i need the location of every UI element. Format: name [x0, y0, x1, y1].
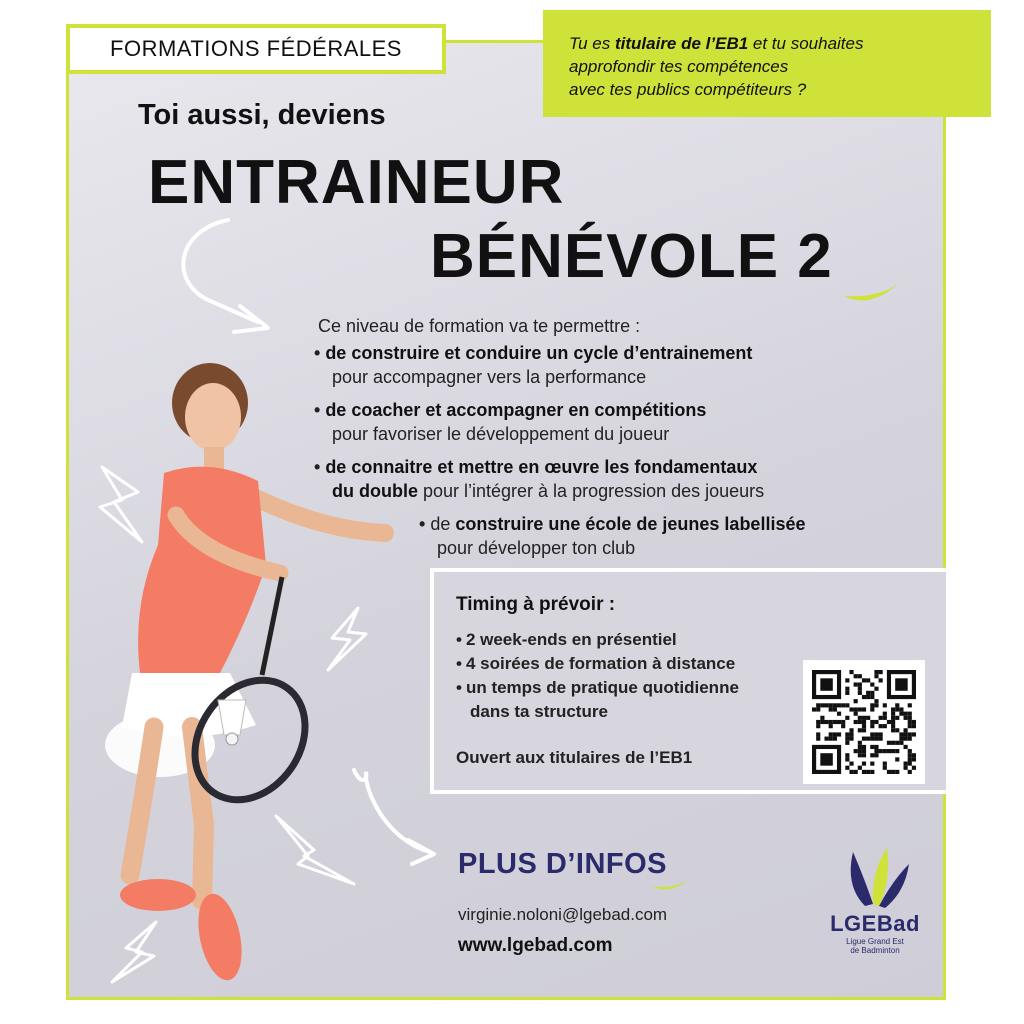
category-tag-label: FORMATIONS FÉDÉRALES — [110, 36, 402, 61]
objectives-list — [314, 341, 934, 569]
list-item: • 2 week-ends en présentiel — [456, 630, 677, 649]
list-item: • un temps de pratique quotidienne dans ta structure — [456, 678, 739, 721]
objectives-lead: Ce niveau de formation va te permettre : — [318, 316, 641, 336]
eligibility-note: Ouvert aux titulaires de l’EB1 — [456, 748, 693, 767]
swoosh-icon — [648, 872, 696, 896]
list-item: • de coacher et accompagner en compétitions pour favoriser le développement du joueur — [314, 400, 707, 444]
intro-line-3: avec tes publics compétiteurs ? — [569, 80, 807, 99]
hero-title-line-1: ENTRAINEUR — [148, 148, 565, 217]
timing-title: Timing à prévoir : — [456, 594, 616, 615]
category-tag — [66, 24, 446, 74]
shuttle-logo-icon — [835, 846, 915, 910]
list-item: • de construire et conduire un cycle d’entrainement pour accompagner vers la performance — [314, 343, 753, 387]
qr-code-icon — [812, 670, 916, 774]
list-item: • de construire une école de jeunes labellisée pour développer ton club — [419, 514, 806, 558]
list-item: • 4 soirées de formation à distance — [456, 654, 736, 673]
swoosh-icon — [838, 276, 908, 312]
logo-name: LGEBad — [830, 911, 920, 936]
contact-email-link[interactable]: virginie.noloni@lgebad.com — [458, 905, 668, 924]
qr-code[interactable] — [803, 660, 925, 784]
website-link[interactable]: www.lgebad.com — [458, 935, 613, 956]
list-item: • de connaitre et mettre en œuvre les fondamentaux du double pour l’intégrer à la progression des joueurs — [314, 457, 765, 501]
hero-kicker: Toi aussi, deviens — [138, 99, 386, 131]
intro-callout — [543, 10, 991, 117]
intro-line-2: approfondir tes compétences — [569, 57, 789, 76]
lgebad-logo — [820, 846, 930, 955]
curved-arrow-icon — [168, 210, 288, 340]
timing-list — [456, 628, 739, 724]
hero-title-line-2: BÉNÉVOLE 2 — [430, 222, 833, 291]
logo-subtitle-2: de Badminton — [850, 946, 900, 955]
intro-line-1: Tu es titulaire de l’EB1 et tu souhaites — [569, 34, 864, 53]
more-info-title: PLUS D’INFOS — [458, 848, 668, 880]
logo-subtitle-1: Ligue Grand Est — [846, 937, 904, 946]
